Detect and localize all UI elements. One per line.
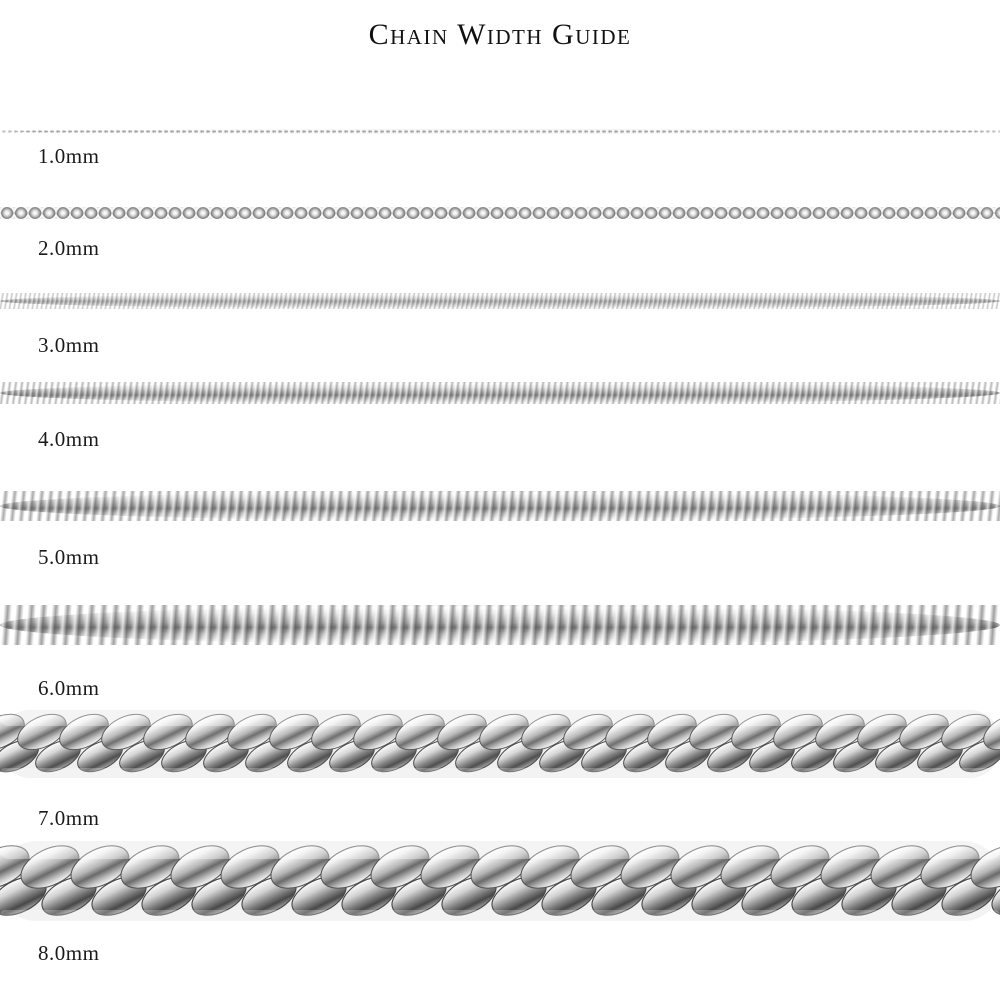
chain-image-2-0mm	[0, 204, 1000, 224]
chain-image-7-0mm	[0, 706, 1000, 784]
chain-image-8-0mm	[0, 836, 1000, 928]
chain-width-label-3: 3.0mm	[38, 333, 100, 357]
chain-width-label-6: 6.0mm	[38, 676, 100, 700]
chain-image-1-0mm	[0, 128, 1000, 136]
chain-width-label-5: 5.0mm	[38, 545, 100, 569]
chain-image-3-0mm	[0, 290, 1000, 314]
rope-chain-graphic-7	[0, 706, 1000, 784]
chain-image-6-0mm	[0, 600, 1000, 652]
chain-width-label-8: 8.0mm	[38, 941, 100, 965]
chain-image-5-0mm	[0, 487, 1000, 527]
chain-width-label-4: 4.0mm	[38, 427, 100, 451]
page-title: Chain Width Guide	[368, 18, 632, 51]
chain-width-label-1: 1.0mm	[38, 144, 100, 168]
rope-chain-graphic-8	[0, 836, 1000, 928]
chain-width-label-2: 2.0mm	[38, 236, 100, 260]
chain-image-4-0mm	[0, 378, 1000, 408]
chain-width-label-7: 7.0mm	[38, 806, 100, 830]
